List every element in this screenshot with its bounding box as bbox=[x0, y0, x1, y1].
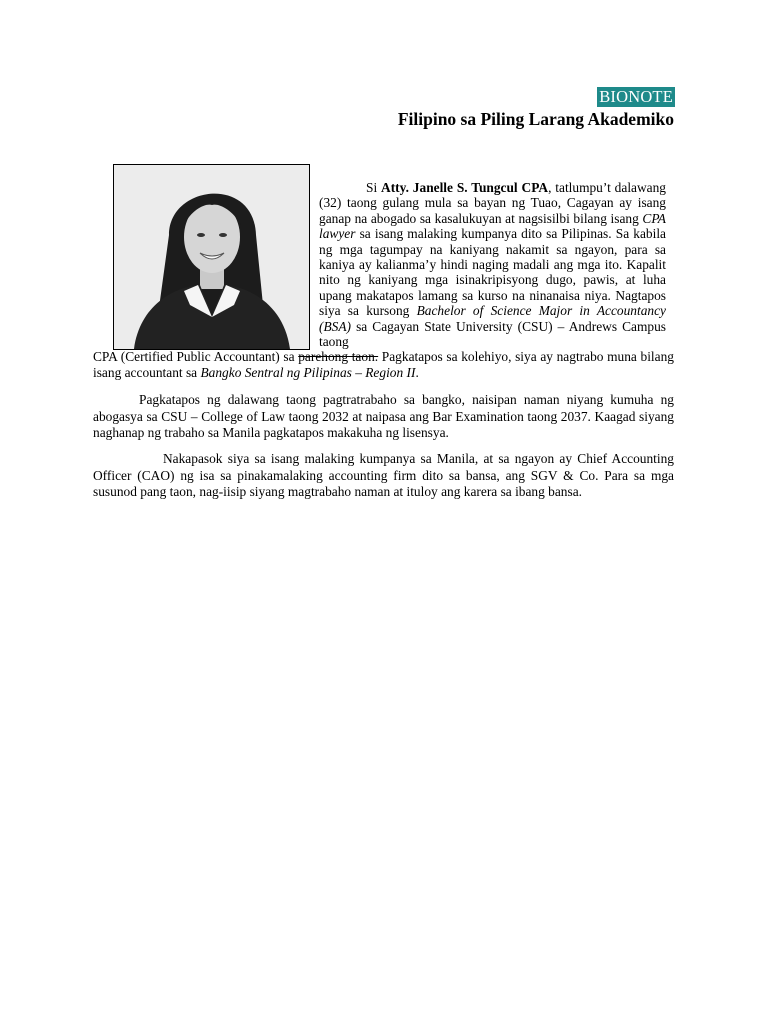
cpa-lawyer-term: CPA lawyer bbox=[319, 210, 666, 242]
bio-end: . bbox=[415, 365, 419, 380]
bio-text-b: sa isang malaking kumpanya dito sa Pilipinas. Sa kabila ng mga tagumpay na kaniyang nakamit sa ngayon, para sa kaniya ay kalianma’y hindi naging madali ang mga ito. Kapalit nito ng kaniyang mga isinakripisyong dugo, pawis, at luha upang makatapos lamang sa kurso na ninanaisa niya. Nagtapos siya sa kursong bbox=[319, 226, 666, 319]
subject-title: Filipino sa Piling Larang Akademiko bbox=[397, 109, 674, 129]
degree-name: Bachelor of Science Major in Accountancy (BSA) bbox=[319, 303, 666, 334]
bio-text-c: sa Cagayan State University (CSU) – Andrews Campus taong bbox=[319, 318, 666, 350]
portrait-photo bbox=[113, 164, 310, 350]
bio-text-e: Pagkatapos sa kolehiyo, siya ay nagtrabo muna bilang isang accountant sa bbox=[93, 349, 674, 380]
subject-name: Atty. Janelle S. Tungcul CPA bbox=[381, 180, 549, 195]
bank-name: Bangko Sentral ng Pilipinas – Region II bbox=[200, 365, 416, 380]
bio-text-d: CPA (Certified Public Accountant) sa bbox=[93, 349, 295, 364]
bio-paragraph-2: Pagkatapos ng dalawang taong pagtratrabaho sa bangko, naisipan naman niyang kumuha ng abogasya sa CSU – College of Law taong 2032 at naipasa ang Bar Examination taong 2037. Kaagad siyang naghanap ng trabaho sa Manila pagkatapos makakuha ng lisensya. bbox=[93, 392, 674, 441]
bio-paragraph-1 bbox=[319, 180, 666, 349]
bionote-tag: BIONOTE bbox=[599, 87, 673, 106]
bio-paragraph-1-continued bbox=[93, 349, 674, 381]
bio-paragraph-3: Nakapasok siya sa isang malaking kumpanya sa Manila, at sa ngayon ay Chief Accounting Officer (CAO) ng isa sa pinakamalaking accounting firm dito sa bansa, ang SGV & Co. Para sa mga susunod pang taon, nag-iisip siyang magtrabaho naman at ituloy ang karera sa ibang bansa. bbox=[93, 451, 674, 500]
overlapped-text: parehong taon. bbox=[298, 349, 379, 364]
bio-text-a: , tatlumpu’t dalawang (32) taong gulang mula sa bayan ng Tuao, Cagayan ay isang ganap na abogado sa kasalukuyan at nagsisilbi bilang isang bbox=[319, 180, 666, 226]
portrait-photo-icon bbox=[114, 165, 309, 349]
bio-si: Si bbox=[366, 180, 378, 195]
